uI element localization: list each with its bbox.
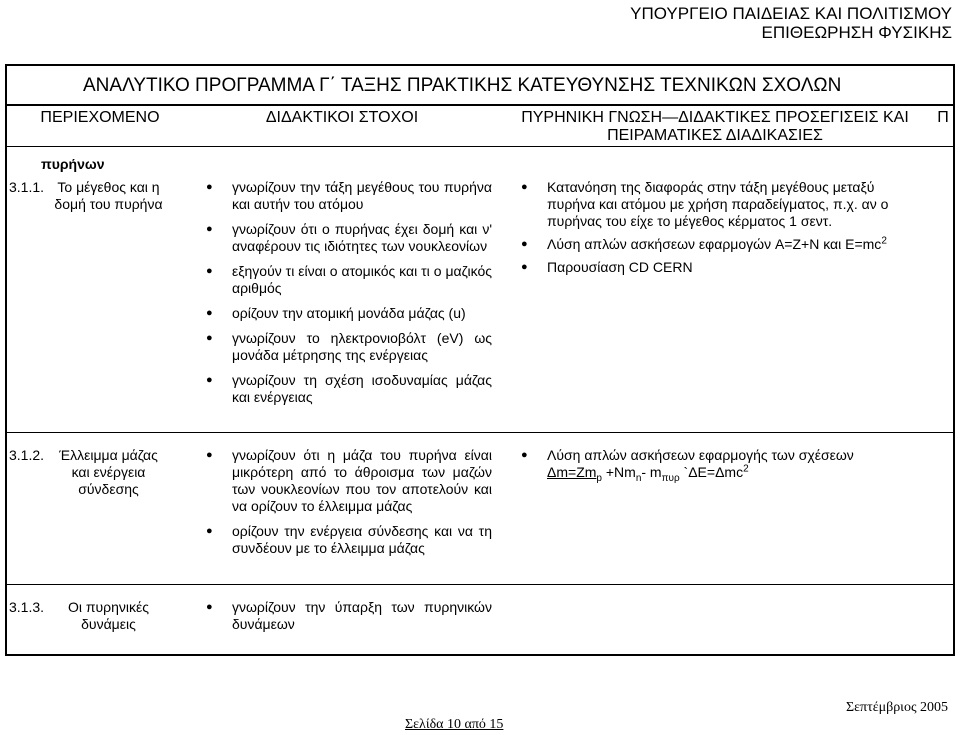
bullet-icon: ● [521, 449, 528, 461]
bullet-icon: ● [206, 223, 213, 235]
goals-list [202, 599, 492, 641]
list-item: ● γνωρίζουν το ηλεκτρονιοβόλτ (eV) ως μονάδα μέτρησης της ενέργειας [206, 330, 492, 363]
list-item: ● γνωρίζουν την ύπαρξη των πυρηνικών δυνάμεων [206, 599, 492, 632]
list-item: ● ορίζουν την ατομική μονάδα μάζας (u) [206, 305, 466, 321]
sub-topic-label: πυρήνων [41, 156, 105, 172]
content-text: Το μέγεθος και η δομή του πυρήνα [54, 179, 163, 212]
content-number: 3.1.2. [9, 447, 45, 463]
table-title: ΑΝΑΛΥΤΙΚΟ ΠΡΟΓΡΑΜΜΑ Γ΄ ΤΑΞΗΣ ΠΡΑΚΤΙΚΗΣ ΚΑΤΕΥΘΥΝΣΗΣ ΤΕΧΝΙΚΩΝ ΣΧΟΛΩΝ [7, 66, 953, 106]
content-text: Οι πυρηνικές δυνάμεις [67, 599, 150, 632]
column-header-activities: ΠΥΡΗΝΙΚΗ ΓΝΩΣΗ—ΔΙΔΑΚΤΙΚΕΣ ΠΡΟΣΕΓΙΣΕΙΣ ΚΑΙ ΠΕΙΡΑΜΑΤΙΚΕΣ ΔΙΑΔΙΚΑΣΙΕΣ [521, 109, 909, 144]
header-divider [7, 146, 953, 147]
bullet-icon: ● [206, 181, 213, 193]
page-header [630, 4, 952, 42]
row-divider [7, 432, 953, 433]
content-number: 3.1.3. [9, 599, 45, 615]
content-cell [7, 599, 177, 633]
row-divider [7, 584, 953, 585]
bullet-icon: ● [206, 449, 213, 461]
list-item: ● Κατανόηση της διαφοράς στην τάξη μεγέθους μεταξύ πυρήνα και ατόμου με χρήση παραδείγματος, π.χ. αν ο πυρήνας του είχε το μέγεθος κέρματος 1 σεντ. [521, 179, 889, 229]
list-item: ● Παρουσίαση CD CERN [521, 259, 693, 275]
ministry-name: ΥΠΟΥΡΓΕΙΟ ΠΑΙΔΕΙΑΣ ΚΑΙ ΠΟΛΙΤΙΣΜΟΥ [630, 4, 952, 23]
list-item: ● Λύση απλών ασκήσεων εφαρμογών A=Z+N και $E=mc^2$ [521, 235, 887, 252]
bullet-icon: ● [206, 332, 213, 344]
column-header-goals: ΔΙΔΑΚΤΙΚΟΙ ΣΤΟΧΟΙ [265, 109, 419, 126]
list-item: ● γνωρίζουν τη σχέση ισοδυναμίας μάζας και ενέργειας [206, 372, 492, 405]
content-text: Έλλειμμα μάζας και ενέργεια σύνδεσης [59, 447, 158, 497]
bullet-icon: ● [206, 601, 213, 613]
bullet-icon: ● [521, 181, 528, 193]
list-item: ● Λύση απλών ασκήσεων εφαρμογής των σχέσεων $\Delta m=Zm_p +Nm_n-$ $m_{\pi\upsilon\rho}$ `ΔΕ=Δmc$^2$ [521, 447, 854, 484]
bullet-icon: ● [206, 374, 213, 386]
column-header-extra: Π [937, 109, 949, 126]
column-header-content: ΠΕΡΙΕΧΟΜΕΝΟ [40, 109, 160, 126]
bullet-icon: ● [206, 525, 213, 537]
bullet-icon: ● [521, 261, 528, 273]
bullet-icon: ● [206, 307, 213, 319]
list-item: ● εξηγούν τι είναι ο ατομικός και τι ο μαζικός αριθμός [206, 263, 492, 296]
department-name: ΕΠΙΘΕΩΡΗΣΗ ΦΥΣΙΚΗΣ [761, 23, 952, 42]
bullet-icon: ● [206, 265, 213, 277]
list-item: ● γνωρίζουν ότι ο πυρήνας έχει δομή και ν' αναφέρουν τις ιδιότητες των νουκλεονίων [206, 221, 492, 254]
goals-list [202, 447, 492, 565]
bullet-icon: ● [521, 238, 528, 250]
list-item: ● γνωρίζουν ότι η μάζα του πυρήνα είναι μικρότερη από το άθροισμα των μαζών των νουκλεονίων που τον αποτελούν και να ορίζουν το έλλειμμα μάζας [206, 447, 492, 514]
list-item: ● ορίζουν την ενέργεια σύνδεσης και να τη συνδέουν με το έλλειμμα μάζας [206, 523, 492, 556]
content-cell [7, 179, 177, 213]
goals-list [202, 179, 492, 414]
content-number: 3.1.1. [9, 179, 45, 195]
footer-page-number: Σελίδα 10 από 15 [405, 717, 504, 732]
activities-list [517, 179, 912, 282]
footer-date: Σεπτέμβριος 2005 [845, 700, 948, 715]
content-cell [7, 447, 177, 498]
list-item: ● γνωρίζουν την τάξη μεγέθους του πυρήνα και αυτήν του ατόμου [206, 179, 492, 212]
activities-list [517, 447, 912, 487]
curriculum-table [5, 64, 955, 656]
